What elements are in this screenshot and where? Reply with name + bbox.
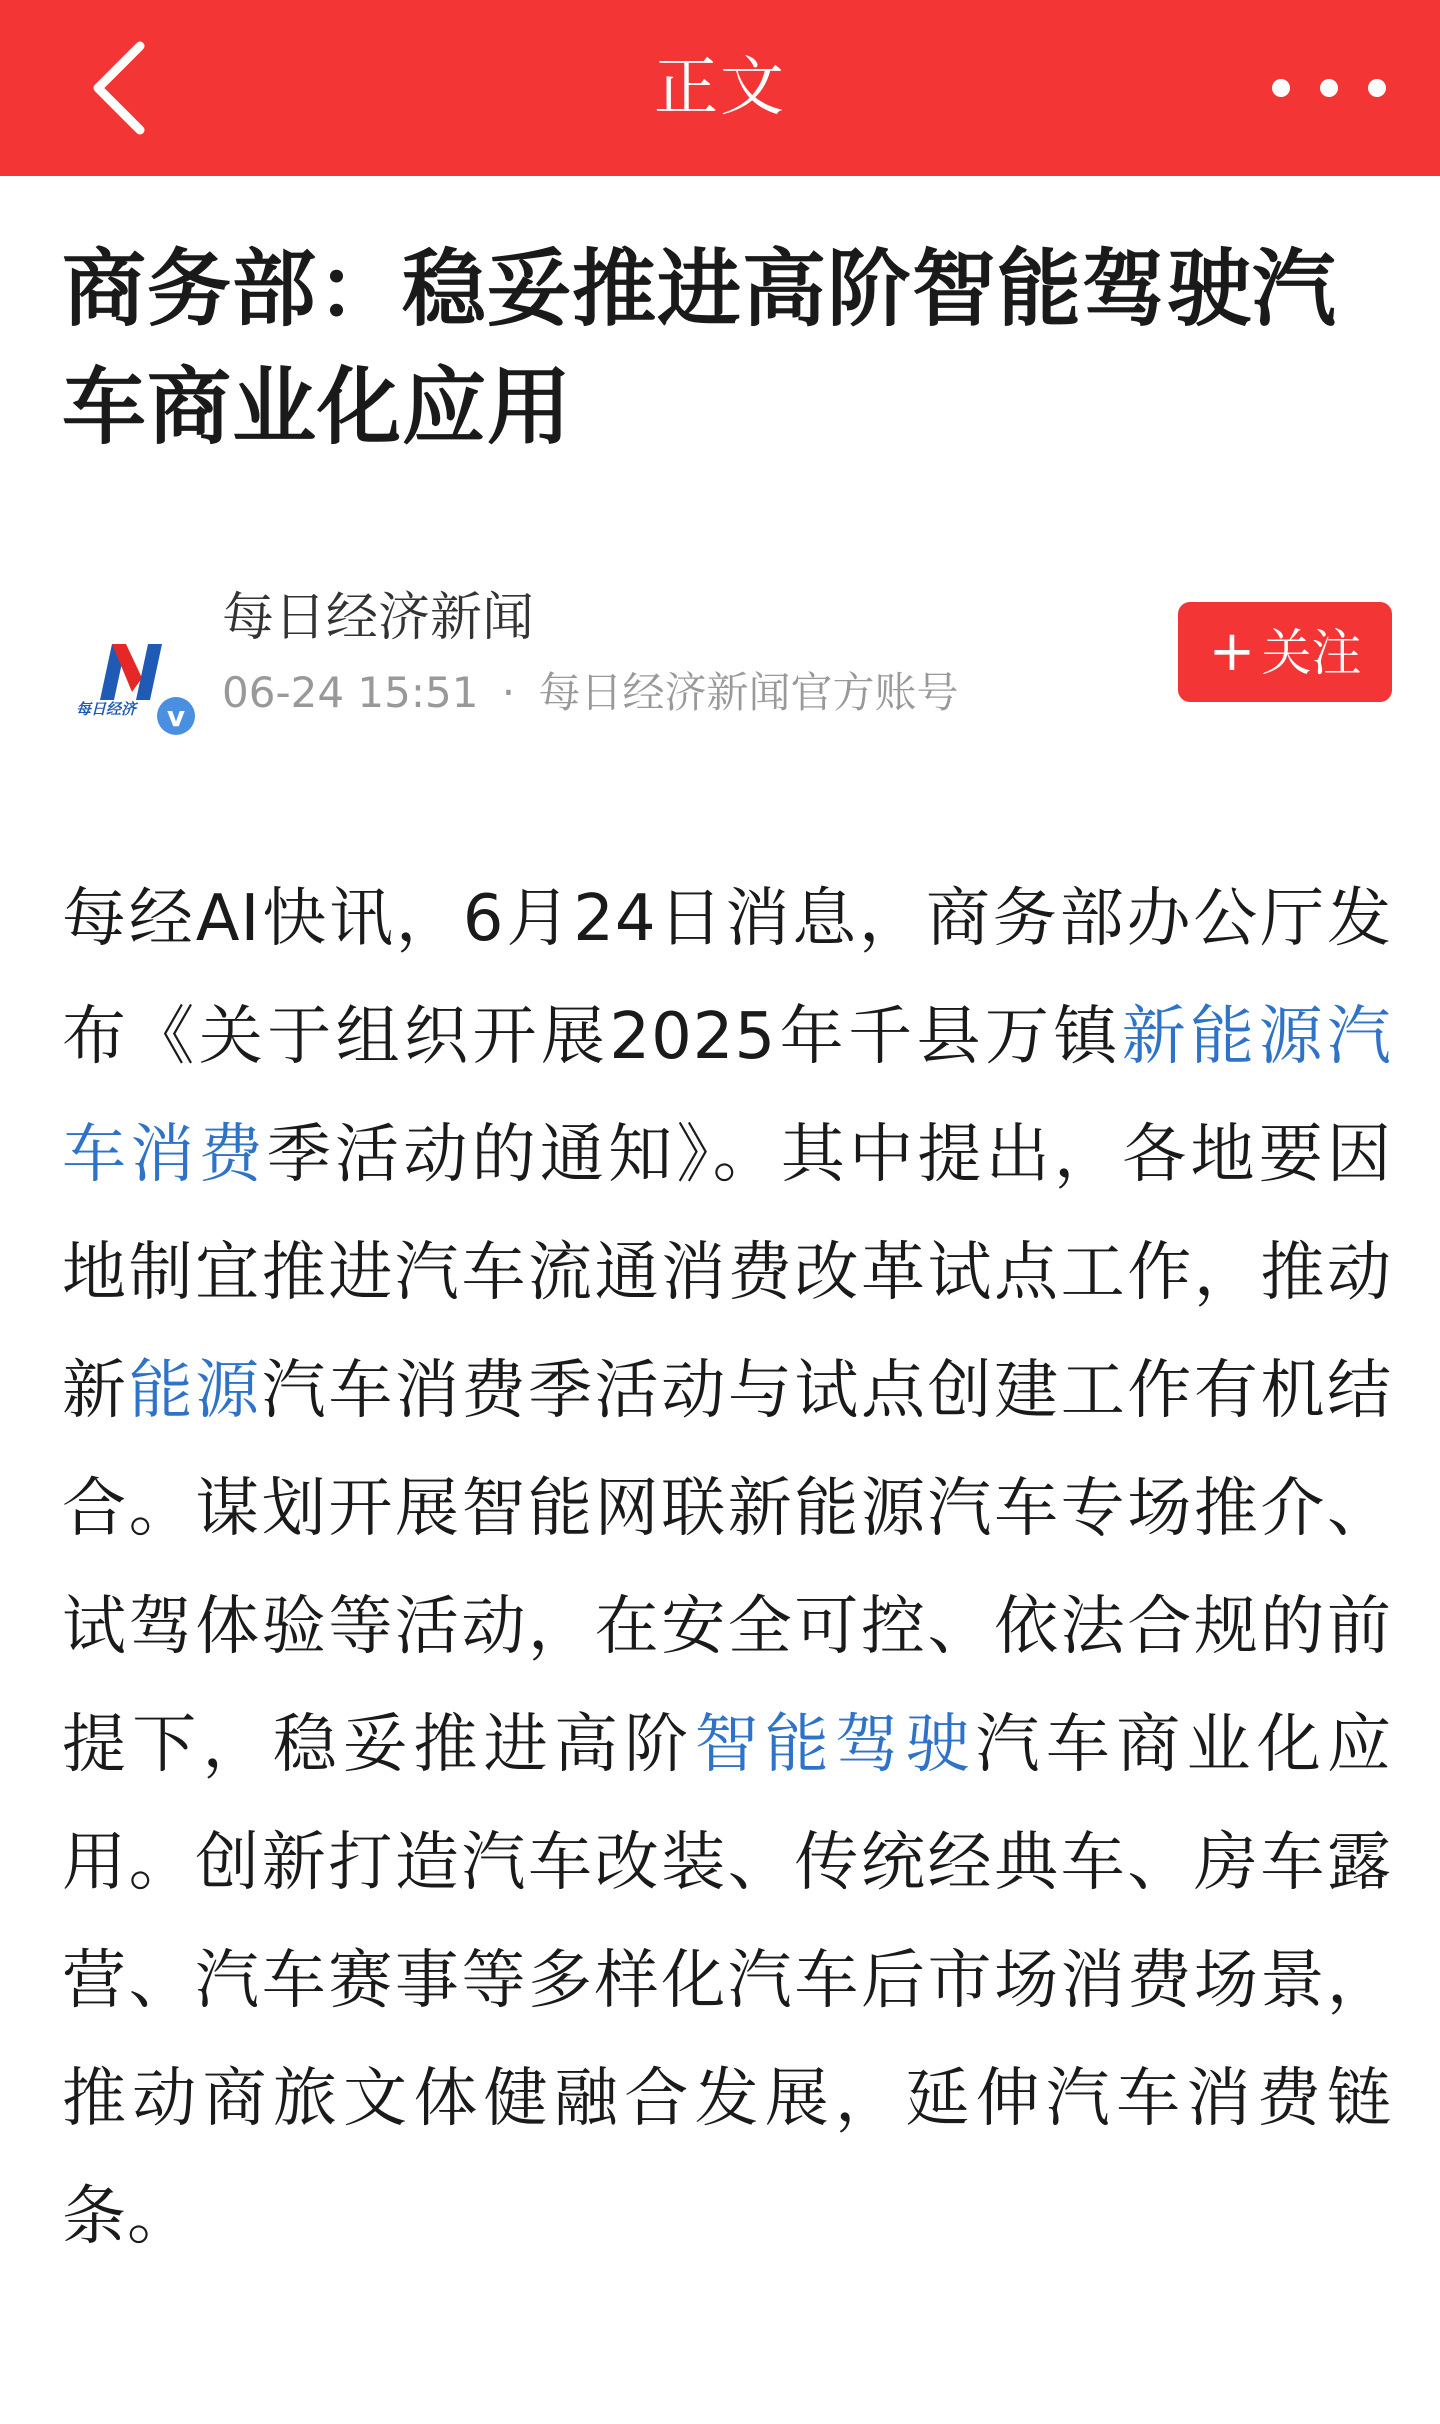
back-button[interactable] xyxy=(70,38,170,138)
author-avatar[interactable] xyxy=(72,608,204,740)
article-body xyxy=(62,860,1392,2276)
author-info xyxy=(62,578,1392,733)
publish-meta xyxy=(222,660,959,726)
account-type: 每日经济新闻官方账号 xyxy=(538,668,959,717)
news-logo-icon xyxy=(72,608,204,740)
keyword-link[interactable]: 智能驾驶 xyxy=(694,1708,976,1782)
page-title: 正文 xyxy=(654,51,786,125)
body-text-3: 汽车消费季活动与试点创建工作有机结合。谋划开展智能网联新能源汽车专场推介、试驾体验等活动，在安全可控、依法合规的前提下，稳妥推进高阶 xyxy=(62,1354,1393,1782)
follow-button[interactable] xyxy=(1178,602,1392,702)
meta-separator: · xyxy=(501,668,516,717)
plus-icon: + xyxy=(1208,619,1256,684)
keyword-link[interactable]: 新能源汽车消费 xyxy=(62,1000,1393,1192)
chevron-left-icon xyxy=(70,38,170,138)
more-dots-icon xyxy=(1264,66,1394,110)
logo-text: 每日经济 xyxy=(76,700,137,718)
top-nav-bar xyxy=(0,0,1440,176)
body-text-4: 汽车商业化应用。创新打造汽车改装、传统经典车、房车露营、汽车赛事等多样化汽车后市场消费场景，推动商旅文体健融合发展，延伸汽车消费链条。 xyxy=(62,1708,1393,2254)
author-name[interactable]: 每日经济新闻 xyxy=(222,588,535,648)
keyword-link[interactable]: 能源 xyxy=(128,1354,262,1428)
more-button[interactable] xyxy=(1264,66,1394,110)
body-text-1: 每经AI快讯，6月24日消息，商务部办公厅发布《关于组织开展2025年千县万镇 xyxy=(62,882,1392,1074)
publish-time: 06-24 15:51 xyxy=(222,668,479,717)
body-text-2: 季活动的通知》。其中提出，各地要因地制宜推进汽车流通消费改革试点工作，推动新 xyxy=(62,1118,1393,1428)
verified-badge-icon: v xyxy=(166,700,186,733)
follow-label: 关注 xyxy=(1261,624,1362,682)
article-title: 商务部：稳妥推进高阶智能驾驶汽车商业化应用 xyxy=(62,240,1338,456)
